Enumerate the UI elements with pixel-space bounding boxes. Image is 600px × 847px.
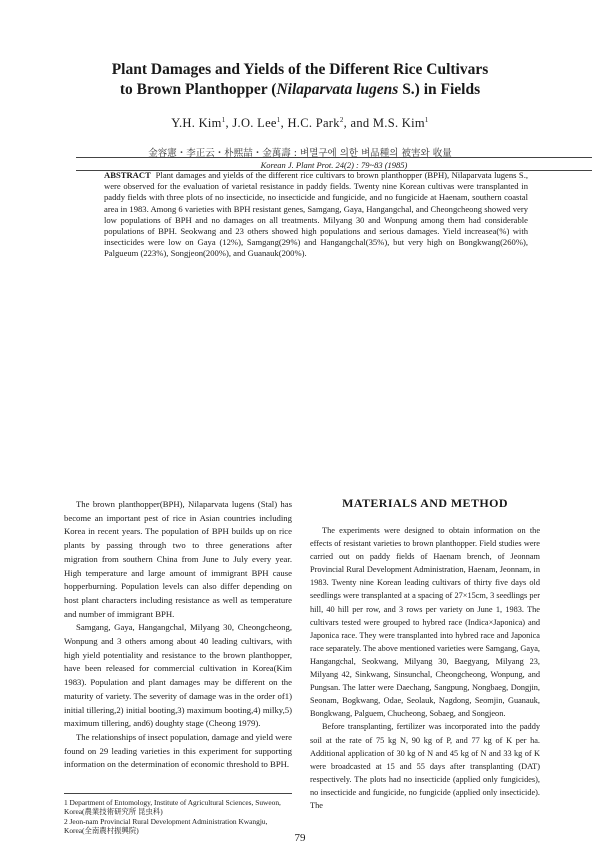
affiliation-marker: 2 — [339, 116, 344, 124]
title-species-name: Nilaparvata lugens — [276, 81, 399, 98]
methods-paragraph-2: Before transplanting, fertilizer was incorporated into the paddy soil at the rate of 75 kg N, 90 kg of P, and 77 kg of K per ha. Additional application of 30 kg of N and 45 kg of N and 33 kg of K were broadcasted at 15 and 55 days after transplanting (DAT) respectively. The plots had no insecticide (applied only fungicides), no insecticide and fungicide, no fungicide (applied only insecticide). The — [310, 722, 540, 810]
title-text: to Brown Planthopper ( — [119, 81, 277, 98]
author-name: J.O. Lee — [232, 116, 277, 131]
abstract-label: ABSTRACT — [104, 170, 151, 180]
right-column — [310, 524, 540, 812]
abstract — [104, 170, 528, 260]
footnote-2: 2 Jeon-nam Provincial Rural Development Administration Kwangju, Korea(全南農村振興院) — [64, 817, 268, 835]
left-column — [64, 498, 292, 772]
intro-paragraph-2: Samgang, Gaya, Hangangchal, Milyang 30, Cheongcheong, Wonpung and 3 others among about 40 leading cultivars, with high yield potentiality and resistance to the brown planthopper, have been released for commercial cultivation in Korea(Kim 1983). Population and plant damages may be different on the maturity of variety. The severity of damage was in the order of1) initial tillering,2) initial booting,3) maximum booting,4) milky,5) maximum tillering, and6) doughty stage (Cheong 1979). — [64, 622, 292, 729]
footnote-rule — [64, 793, 292, 794]
header-rule-top — [76, 157, 592, 158]
intro-paragraph-1: The brown planthopper(BPH), Nilaparvata lugens (Stal) has become an important pest of rice in Asian countries including Korea in recent years. The population of BPH builds up on rice plants by passing through two to three generations after migration from southern China from June to July every year. High temperature and large amount of immigrant BPH cause hopperburning. Population levels can also differ depending on host plant characters including resistance as well as temperature and number of immigrant BPH. — [64, 499, 292, 619]
affiliation-marker: 1 — [221, 116, 226, 124]
methods-paragraph-1: The experiments were designed to obtain information on the effects of resistant varieties to brown planthopper. Field studies were carried out on paddy fields of Haenam brench, of Jeonnam Provincial Rural Development Administration, Haenam, Jeonnam, in 1983. Twenty nine Korean leading cultivars of thirty five days old seedlings were transplanted at a spacing of 27×15cm, 3 seedlings per hill, 40 hill per row, and 3 rows per variety on June 1, 1983. The cultivars tested were grouped to hybred race (Indica×Japonica) and Japonica race. They were transplanted into hybred race and Japonica race separately. The above mentioned varieties were Samgang, Gaya, Hangangchal, Seokwang, Milyang 30, Baegyang, Milyang 23, Milyang 42, Sinkwang, Sinsunchal, Cheongcheong, Wonpung, and Pungsan. The latter were Daechang, Sangpung, Nongbaeg, Dongjin, Seonam, Bogkwang, Odae, Seolauk, Nagdong, Seomjin, Guanauk, Bongkwang, Palguem, Chucheong, Sobaeg, and Songjeon. — [310, 526, 540, 719]
abstract-text: Plant damages and yields of the different rice cultivars to brown planthopper (BPH), Nilaparvata lugens S., were observed for the evaluation of varietal resistance in paddy fields. Twenty nine Korean cultivas were transplanted in paddy fields with three plots of no insecticide, no insecticide and fungicide, and no fungicide at Haenam, southern coastal area in 1983. Among 6 varieties with BPH resistant genes, Samgang, Gaya, Hangangchal, and Cheongcheong showed very low populations of BPH and no damages on all treatments. Milyang 30 and Wonpung among them had considerable populations of BPH. Seokwang and 23 others showed high populations and serious damages. Yield increasea(%) with insecticides were low on Gaya (12%), Samgang(29%) and Hangangchal(35%), but very high on Bongkwang(260%), Palgueum (223%), Songjeon(200%), and Guanauk(200%). — [104, 170, 529, 259]
affiliation-marker: 1 — [424, 116, 429, 124]
author-name: and M.S. Kim — [350, 116, 425, 131]
paper-title-line-1: Plant Damages and Yields of the Different Rice Cultivars — [111, 61, 489, 78]
author-name: Y.H. Kim — [171, 116, 222, 131]
author-name: H.C. Park — [287, 116, 340, 131]
author-list: Y.H. Kim$^1$, J.O. Lee$^1$, H.C. Park$^2$, and M.S. Kim$^1$ — [171, 116, 429, 131]
journal-citation: Korean J. Plant Prot. 24(2) : 79~83 (1985) — [260, 160, 408, 170]
title-text-end: S.) in Fields — [398, 81, 481, 98]
korean-title-line: 金容憲・李正云・朴熙喆・金萬壽 : 벼멸구에 의한 벼品種의 被害와 收量 — [148, 148, 452, 159]
page-number: 79 — [294, 832, 306, 844]
section-heading: MATERIALS AND METHOD — [342, 496, 508, 510]
intro-paragraph-3: The relationships of insect population, damage and yield were found on 29 leading varieties in this experiment for supporting information on the determination of economic threshold to BPH. — [64, 731, 292, 770]
affiliation-marker: 1 — [276, 116, 281, 124]
paper-title-line-2 — [40, 80, 560, 99]
footnote-1: 1 Department of Entomology, Institute of Agricultural Sciences, Suweon, Korea(農業技術研究所 昆虫科) — [64, 798, 281, 816]
